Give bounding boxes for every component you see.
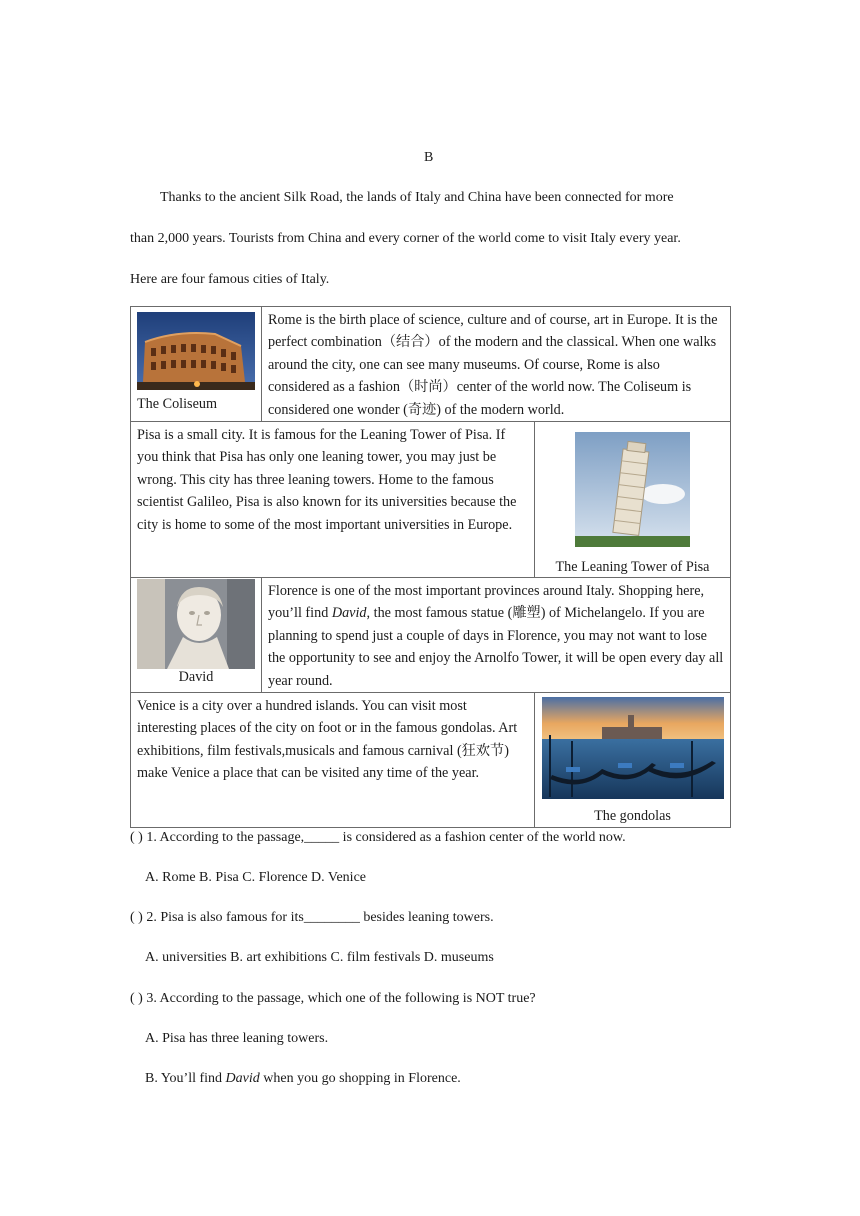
- gondolas-caption: The gondolas: [594, 808, 671, 825]
- coliseum-caption: The Coliseum: [137, 396, 217, 412]
- option-b-part-1: B. You’ll find: [145, 1071, 226, 1086]
- david-cell: [131, 578, 262, 693]
- intro-line-1: Thanks to the ancient Silk Road, the lands of Italy and China have been connected for more: [160, 190, 674, 205]
- coliseum-image: [137, 312, 255, 390]
- leaning-tower-image: [575, 432, 690, 547]
- florence-text-part-2: , the most famous statue (雕塑) of Michelangelo. If you are planning to spend just a couple of days in Florence, you may not want to lose the opportunity to see and enjoy the Arnolfo Tower, it will be open every day all year round.: [268, 605, 724, 689]
- venice-text: Venice is a city over a hundred islands. You can visit most interesting places of the city on foot or in the famous gondolas. Art exhibitions, film festivals,musicals and famous carnival (狂欢节) make Venice a place that can be visited any time of the year.: [137, 698, 518, 782]
- rome-text-cell: [262, 307, 731, 422]
- florence-text: [262, 578, 730, 692]
- pisa-caption: The Leaning Tower of Pisa: [555, 559, 710, 576]
- option-b-part-2: when you go shopping in Florence.: [259, 1071, 461, 1086]
- pisa-tower-cell: [535, 422, 731, 578]
- row-rome: [131, 307, 731, 422]
- question-3-option-b: [145, 1069, 461, 1089]
- question-3-option-a: A. Pisa has three leaning towers.: [145, 1031, 329, 1046]
- florence-text-cell: [262, 578, 731, 693]
- david-caption: David: [178, 669, 214, 686]
- pisa-text: Pisa is a small city. It is famous for the Leaning Tower of Pisa. If you think that Pisa has only one leaning tower, you may just be wrong. This city has three leaning towers. Home to the famous scientist Galileo, Pisa is also known for its universities because the city is home to some of the most important universities in Europe.: [137, 427, 517, 533]
- venice-text-cell: [131, 693, 535, 828]
- section-label: B: [424, 150, 434, 165]
- row-pisa: [131, 422, 731, 578]
- gondolas-image: [542, 697, 724, 799]
- pisa-text-cell: [131, 422, 535, 578]
- intro-line-3: Here are four famous cities of Italy.: [130, 272, 330, 287]
- row-florence: [131, 578, 731, 693]
- question-1: ( ) 1. According to the passage,_____ is considered as a fashion center of the world now.: [130, 830, 626, 845]
- intro-line-2: than 2,000 years. Tourists from China and every corner of the world come to visit Italy every year.: [130, 231, 681, 246]
- question-2-options: A. universities B. art exhibitions C. film festivals D. museums: [145, 950, 494, 965]
- david-statue-image: [137, 579, 255, 669]
- question-2: ( ) 2. Pisa is also famous for its________ besides leaning towers.: [130, 910, 494, 925]
- gondolas-cell: [535, 693, 731, 828]
- question-1-options: A. Rome B. Pisa C. Florence D. Venice: [145, 870, 366, 885]
- florence-text-david: David: [331, 605, 367, 622]
- row-venice: [131, 693, 731, 828]
- cities-table: [130, 306, 731, 828]
- rome-text: Rome is the birth place of science, culture and of course, art in Europe. It is the perfect combination（结合）of the modern and the classical. When one walks around the city, one can see many museums. Of course, Rome is also considered as a fashion（时尚）center of the world now. The Coliseum is considered one wonder (奇迹) of the modern world.: [268, 312, 718, 418]
- coliseum-cell: [131, 307, 262, 422]
- florence-text-part-1: Florence is one of the most important provinces around Italy. Shopping here, you’ll find: [268, 583, 705, 622]
- option-b-david: David: [225, 1071, 260, 1086]
- question-3: ( ) 3. According to the passage, which one of the following is NOT true?: [130, 991, 536, 1006]
